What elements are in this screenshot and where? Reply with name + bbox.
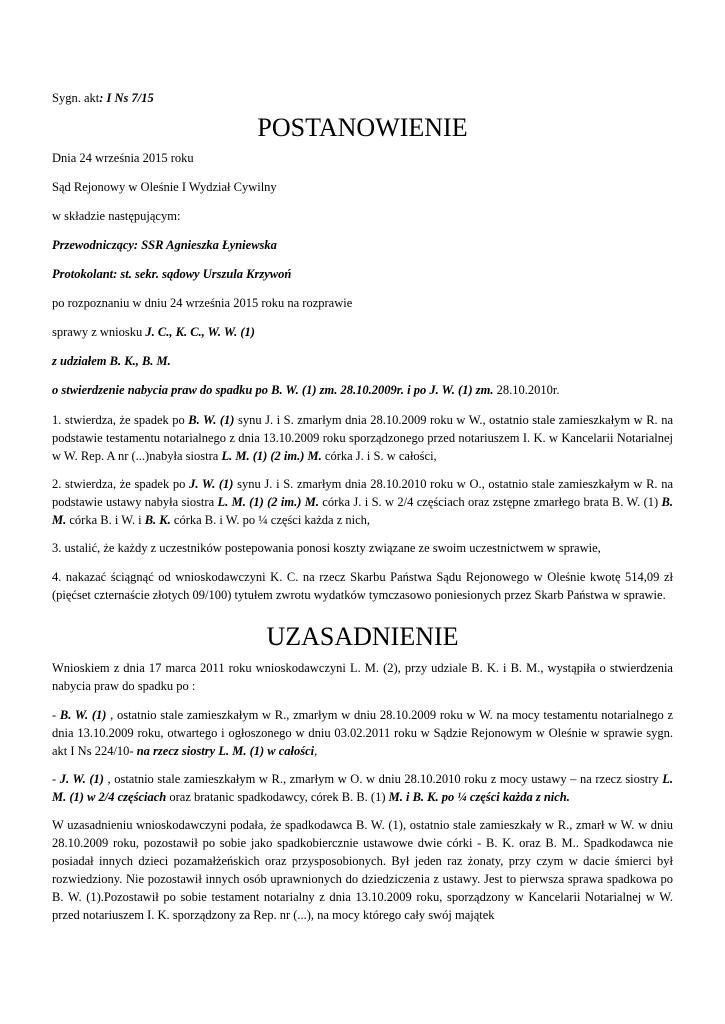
p1-name-b: L. M. (1) (2 im.) M. [221, 449, 322, 463]
p2-name-a: J. W. (1) [189, 477, 234, 491]
u3-name-b: L. M. (1) w 2/4 częściach [52, 772, 673, 804]
p2-text-d: córka B. i W. i [66, 513, 145, 527]
case-parties: J. C., K. C., W. W. (1) [145, 325, 255, 339]
court-line: Sąd Rejonowy w Oleśnie I Wydział Cywilny [52, 180, 277, 194]
justification-item-2 [52, 770, 673, 806]
clerk-line: Protokolant: st. sekr. sądowy Urszula Krzywoń [52, 267, 292, 281]
ruling-point-1 [52, 411, 673, 465]
justification-title: UZASADNIENIE [266, 622, 459, 651]
case-signature-label: Sygn. akt [52, 91, 100, 105]
subject-bold: o stwierdzenie nabycia praw do spadku po B. W. (1) zm. 28.10.2009r. i po J. W. (1) zm. [52, 383, 494, 397]
chair-line: Przewodniczący: SSR Agnieszka Łyniewska [52, 238, 277, 252]
date-line: Dnia 24 września 2015 roku [52, 151, 194, 165]
u3-name-c: M. i B. K. po ¼ części każda z nich. [388, 790, 570, 804]
document-title: POSTANOWIENIE [257, 113, 468, 142]
justification-item-1 [52, 706, 673, 760]
p1-text-a: 1. stwierdza, że spadek po [52, 413, 189, 427]
participation-line: z udziałem B. K., B. M. [52, 354, 171, 368]
p2-text-a: 2. stwierdza, że spadek po [52, 477, 190, 491]
p2-text-e: córka B. i W. po ¼ części każda z nich, [170, 513, 371, 527]
p1-text-c: córka J. i S. w całości, [321, 449, 437, 463]
ruling-point-4: 4. nakazać ściągnąć od wnioskodawczyni K. C. na rzecz Skarbu Państwa Sądu Rejonowego w Oleśnie kwotę 514,09 zł (pięćset czternaście złotych 09/100) tytułem zwrotu wydatków tymczasowo poniesionych przez Skarb Państwa w sprawie. [52, 570, 673, 602]
p1-text-b: synu J. i S. zmarłym dnia 28.10.2009 roku w W., ostatnio stale zamieszkałym w R. na podstawie testamentu notarialnego z dnia 13.10.2009 roku sporządzonego przed notariuszem I. K. w Kancelarii Notarialnej w W. Rep. A nr (...)nabyła siostra [52, 413, 674, 463]
p2-name-c: B. M. [52, 495, 673, 527]
u2-text-c: , [314, 744, 318, 758]
subject-plain: 28.10.2010r. [493, 383, 560, 397]
justification-intro: Wnioskiem z dnia 17 marca 2011 roku wnioskodawczyni L. M. (2), przy udziale B. K. i B. M., wystąpiła o stwierdzenia nabycia praw do spadku po : [52, 661, 673, 693]
subject-line [52, 382, 559, 399]
u3-text-c: oraz bratanic spadkodawcy, córek B. B. (1) [166, 790, 389, 804]
u2-name-a: B. W. (1) [59, 708, 107, 722]
p1-name-a: B. W. (1) [188, 413, 235, 427]
ruling-point-2 [52, 475, 673, 529]
justification-body: W uzasadnieniu wnioskodawczyni podała, że spadkodawca B. W. (1), ostatnio stale zamieszkały w R., zmarł w W. w dniu 28.10.2009 roku, pozostawił po sobie jako spadkobiercznie ustawowe dwie córki - B. K. oraz B. M.. Spadkodawca nie posiadał innych dzieci pozamałżeńskich oraz przysposobionych. Był jeden raz żonaty, przy czym w dacie śmierci był rozwiedziony. Nie pozostawił innych osób uprawnionych do dziedziczenia z ustawy. Jest to pierwsza sprawa spadkowa po B. W. (1).Pozostawił po sobie testament notarialny z dnia 13.10.2009 roku, sporządzony w Kancelarii Notarialnej w W. przed notariuszem I. K. sporządzony za Rep. nr (...), na mocy którego cały swój majątek [52, 818, 673, 922]
p2-text-b: synu J. i S. zmarłym dnia 28.10.2010 roku w O., ostatnio stale zamieszkałym w R. na podstawie ustawy nabyła siostra [52, 477, 674, 509]
case-signature-value: : I Ns 7/15 [99, 91, 154, 105]
u2-name-b: na rzecz siostry L. M. (1) w całości [136, 744, 315, 758]
u2-text-b: , ostatnio stale zamieszkałym w R., zmarłym w dniu 28.10.2009 roku w W. na mocy testamentu notarialnego z dnia 13.10.2009 roku, otwartego i ogłoszonego w dniu 03.02.2011 roku w Sądzie Rejonowym w Oleśnie w sprawie sygn. akt I Ns 224/10- [52, 708, 674, 758]
p2-text-c: córka J. i S. w 2/4 częściach oraz zstępne zmarłego brata B. W. (1) [318, 495, 662, 509]
hearing-line: po rozpoznaniu w dniu 24 września 2015 roku na rozprawie [52, 296, 353, 310]
u3-text-a: - [52, 772, 60, 786]
composition-line: w składzie następującym: [52, 209, 181, 223]
u3-name-a: J. W. (1) [59, 772, 104, 786]
p2-name-b: L. M. (1) (2 im.) M. [217, 495, 319, 509]
case-signature [52, 90, 154, 107]
u3-text-b: , ostatnio stale zamieszkałym w R., zmarłym w O. w dniu 28.10.2010 roku z mocy ustawy – na rzecz siostry [103, 772, 663, 786]
case-line [52, 324, 255, 341]
p2-name-d: B. K. [144, 513, 171, 527]
case-prefix: sprawy z wniosku [52, 325, 146, 339]
u2-text-a: - [52, 708, 60, 722]
ruling-point-3: 3. ustalić, że każdy z uczestników postepowania ponosi koszty związane ze swoim uczestnictwem w sprawie, [52, 541, 601, 555]
